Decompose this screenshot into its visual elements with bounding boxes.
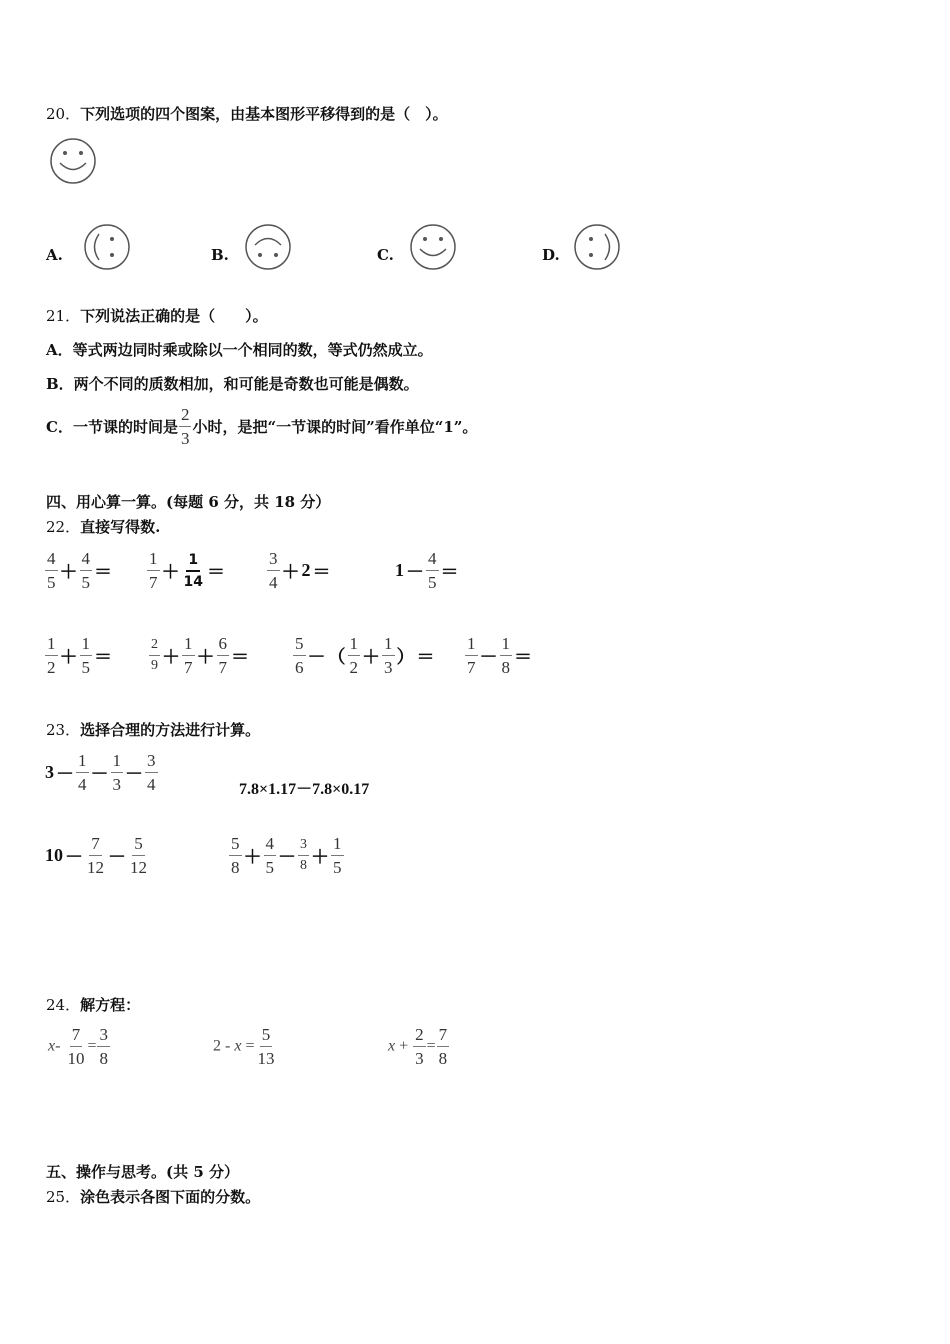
q24-equation-2: 2 - x = $\frac{5}{13}$ — [213, 1025, 275, 1068]
q23-stem: 23．选择合理的方法进行计算。 — [46, 721, 261, 739]
q24-stem: 24．解方程： — [46, 996, 141, 1014]
option-d-rotated-face-icon[interactable] — [572, 222, 622, 272]
q20-option-a-label[interactable]: A. — [46, 246, 63, 264]
smiley-face-icon — [48, 136, 98, 186]
q21-stem: 21．下列说法正确的是（ ）。 — [46, 307, 268, 325]
q22-expr-2: $\frac{1}{7}$ ＋ $\frac{1}{14}$ ＝ — [149, 549, 225, 592]
fraction: $\frac{2}{3}$ — [180, 405, 190, 448]
q20-stem: 20．下列选项的四个图案，由基本图形平移得到的是（ ）。 — [46, 105, 448, 123]
q24-equation-1: x- $\frac{7}{10}$ = $\frac{3}{8}$ — [48, 1025, 108, 1068]
q21-option-b[interactable]: B．两个不同的质数相加，和可能是奇数也可能是偶数。 — [46, 375, 419, 393]
q20-option-d-label[interactable]: D. — [542, 246, 560, 264]
section-5-title: 五、操作与思考。(共 5 分） — [46, 1163, 239, 1181]
q22-expr-8: $\frac{1}{7}$ － $\frac{1}{8}$ ＝ — [467, 634, 532, 677]
q23-expr-3: 10 － $\frac{7}{12}$ － $\frac{5}{12}$ — [45, 834, 147, 877]
q23-expr-2: 7.8×1.17－7.8×0.17 — [239, 781, 370, 798]
option-c-smiley-face-icon[interactable] — [408, 222, 458, 272]
option-b-upside-down-face-icon[interactable] — [243, 222, 293, 272]
q22-expr-7: $\frac{5}{6}$ － （ $\frac{1}{2}$ ＋ $\frac{1}{3}$ ） ＝ — [295, 634, 435, 677]
q24-equation-3: x + $\frac{2}{3}$ = $\frac{7}{8}$ — [388, 1025, 448, 1068]
q20-option-c-label[interactable]: C. — [377, 246, 394, 264]
q23-expr-4: $\frac{5}{8}$ ＋ $\frac{4}{5}$ － $\frac{3}{8}$ ＋ $\frac{1}{5}$ — [231, 834, 342, 877]
q22-expr-5: $\frac{1}{2}$ ＋ $\frac{1}{5}$ ＝ — [47, 634, 112, 677]
q22-expr-4: 1 － $\frac{4}{5}$ ＝ — [395, 549, 459, 592]
q22-expr-3: $\frac{3}{4}$ ＋ 2 ＝ — [269, 549, 331, 592]
q22-stem: 22．直接写得数. — [46, 518, 161, 536]
section-4-title: 四、用心算一算。(每题 6 分，共 18 分） — [46, 493, 331, 511]
q22-expr-6: $\frac{2}{9}$ ＋ $\frac{1}{7}$ ＋ $\frac{6}{7}$ ＝ — [151, 634, 249, 677]
q25-stem: 25．涂色表示各图下面的分数。 — [46, 1188, 261, 1206]
q23-expr-1: 3 － $\frac{1}{4}$ － $\frac{1}{3}$ － $\frac{3}{4}$ — [45, 751, 156, 794]
option-a-rotated-face-icon[interactable] — [82, 222, 132, 272]
q21-option-a[interactable]: A．等式两边同时乘或除以一个相同的数，等式仍然成立。 — [46, 341, 433, 359]
q21-option-c[interactable]: C．一节课的时间是 $\frac{2}{3}$ 小时，是把“一节课的时间”看作单位“1”。 — [46, 405, 478, 448]
q22-expr-1: $\frac{4}{5}$ ＋ $\frac{4}{5}$ ＝ — [47, 549, 112, 592]
q20-option-b-label[interactable]: B. — [211, 246, 229, 264]
